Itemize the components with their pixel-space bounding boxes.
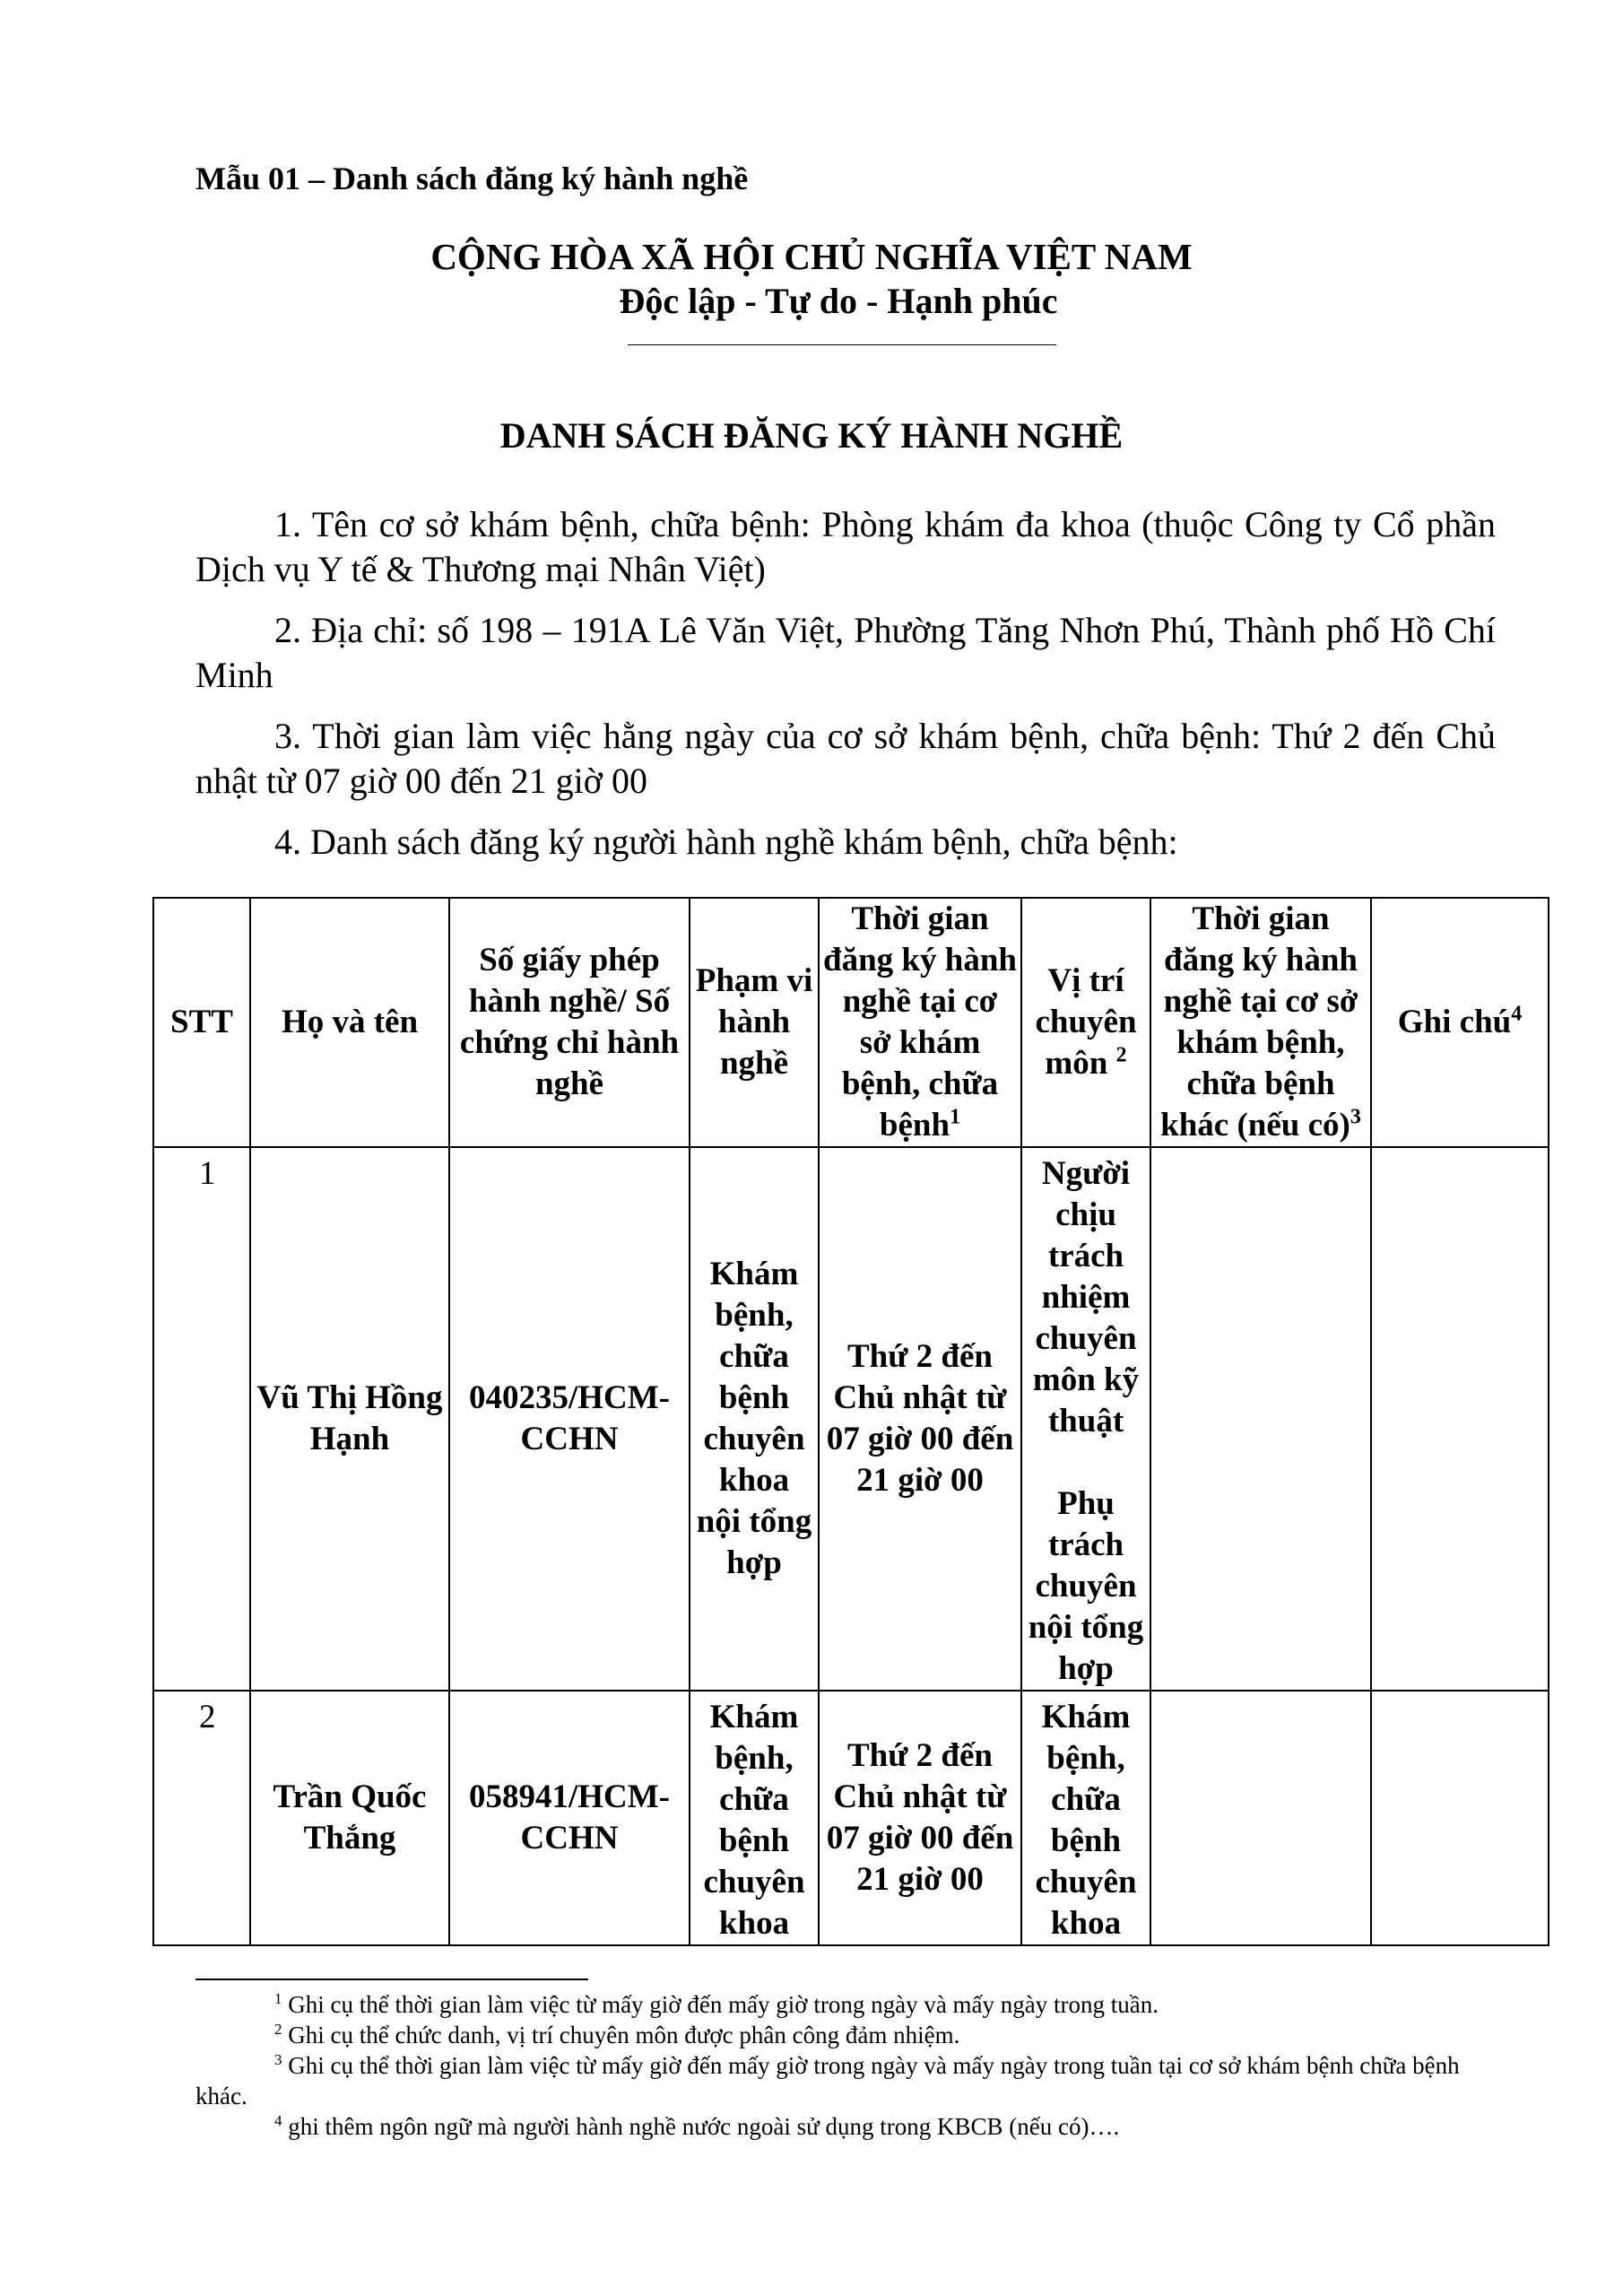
cell-remark	[1371, 1147, 1549, 1691]
position-primary: Người chịu trách nhiệm chuyên môn kỹ thuật	[1032, 1155, 1140, 1439]
item-address: 2. Địa chỉ: số 198 – 191A Lê Văn Việt, Phường Tăng Nhơn Phú, Thành phố Hồ Chí Minh	[195, 610, 1496, 695]
cell-position	[1021, 1147, 1150, 1691]
cell-other-time	[1150, 1691, 1371, 1945]
footnote-ref-2: 2	[1115, 1043, 1127, 1067]
cell-stt: 2	[153, 1691, 250, 1945]
footnote-ref-1: 1	[950, 1105, 961, 1129]
document-title: DANH SÁCH ĐĂNG KÝ HÀNH NGHỀ	[499, 415, 1124, 456]
header-other-time: Thời gian đăng ký hành nghề tại cơ sở khám bệnh, chữa bệnh khác (nếu có)$^3$	[1150, 898, 1371, 1147]
table-header-row	[153, 898, 1549, 1147]
cell-name: Trần Quốc Thắng	[250, 1691, 449, 1945]
footnote-2: $^2$ Ghi cụ thể chức danh, vị trí chuyên môn được phân công đảm nhiệm.	[274, 2021, 960, 2048]
footnote-ref-4: 4	[1511, 1002, 1523, 1026]
header-remark: Ghi chú$^4$	[1371, 898, 1549, 1147]
cell-scope: Khám bệnh, chữa bệnh chuyên khoa	[690, 1691, 819, 1945]
footnote-divider	[195, 1979, 588, 1980]
motto: Độc lập - Tự do - Hạnh phúc	[619, 281, 1058, 321]
cell-remark	[1371, 1691, 1549, 1945]
cell-license: 040235/HCM-CCHN	[449, 1147, 690, 1691]
cell-reg-time: Thứ 2 đến Chủ nhật từ 07 giờ 00 đến 21 giờ 00	[819, 1691, 1021, 1945]
cell-position: Khám bệnh, chữa bệnh chuyên khoa	[1021, 1691, 1150, 1945]
header-license: Số giấy phép hành nghề/ Số chứng chỉ hành nghề	[449, 898, 690, 1147]
item-practitioner-list: 4. Danh sách đăng ký người hành nghề khám bệnh, chữa bệnh:	[274, 822, 1178, 862]
table-row	[153, 1147, 1549, 1691]
header-position: Vị trí chuyên môn $^2$	[1021, 898, 1150, 1147]
footnote-1: $^1$ Ghi cụ thể thời gian làm việc từ mấy giờ đến mấy giờ trong ngày và mấy ngày trong tuần.	[274, 1990, 1159, 2018]
header-scope: Phạm vi hành nghề	[690, 898, 819, 1147]
header-stt: STT	[153, 898, 250, 1147]
header-reg-time: Thời gian đăng ký hành nghề tại cơ sở khám bệnh, chữa bệnh$^1$	[819, 898, 1021, 1147]
footnote-4: $^4$ ghi thêm ngôn ngữ mà người hành nghề nước ngoài sử dụng trong KBCB (nếu có)….	[274, 2112, 1120, 2140]
cell-reg-time: Thứ 2 đến Chủ nhật từ 07 giờ 00 đến 21 giờ 00	[819, 1147, 1021, 1691]
cell-license: 058941/HCM-CCHN	[449, 1691, 690, 1945]
header-divider	[628, 344, 1056, 345]
position-secondary: Phụ trách chuyên nội tổng hợp	[1028, 1485, 1144, 1687]
form-code: Mẫu 01 – Danh sách đăng ký hành nghề	[195, 161, 749, 196]
table-row	[153, 1691, 1549, 1945]
cell-name: Vũ Thị Hồng Hạnh	[250, 1147, 449, 1691]
cell-scope: Khám bệnh, chữa bệnh chuyên khoa nội tổng hợp	[690, 1147, 819, 1691]
practitioner-table	[152, 897, 1549, 1946]
footnote-ref-3: 3	[1350, 1105, 1361, 1129]
nation-title: CỘNG HÒA XÃ HỘI CHỦ NGHĨA VIỆT NAM	[430, 236, 1193, 277]
item-working-hours: 3. Thời gian làm việc hằng ngày của cơ sở khám bệnh, chữa bệnh: Thứ 2 đến Chủ nhật từ 07 giờ 00 đến 21 giờ 00	[195, 716, 1496, 801]
item-facility-name: 1. Tên cơ sở khám bệnh, chữa bệnh: Phòng khám đa khoa (thuộc Công ty Cổ phần Dịch vụ Y tế & Thương mại Nhân Việt)	[195, 504, 1496, 589]
header-name: Họ và tên	[250, 898, 449, 1147]
cell-stt: 1	[153, 1147, 250, 1691]
footnote-3: $^3$ Ghi cụ thể thời gian làm việc từ mấy giờ đến mấy giờ trong ngày và mấy ngày trong tuần tại cơ sở khám bệnh chữa bệnh khác.	[195, 2051, 1460, 2109]
cell-other-time	[1150, 1147, 1371, 1691]
